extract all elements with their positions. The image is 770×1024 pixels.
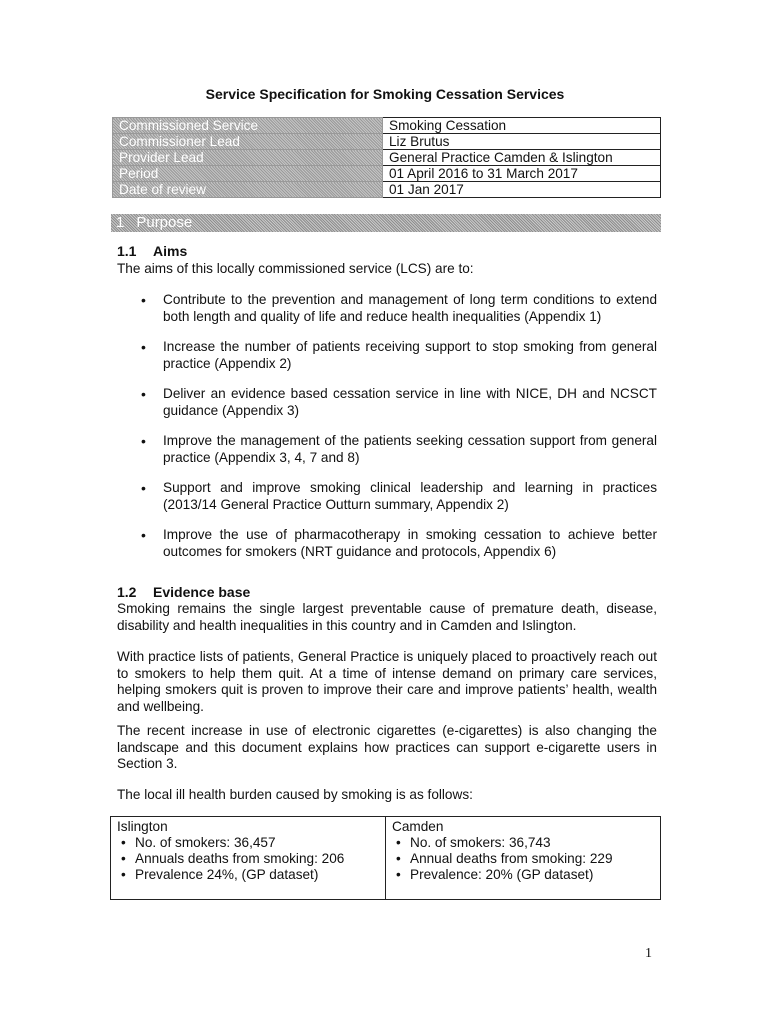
spec-label: Date of review	[113, 182, 383, 198]
spec-value: 01 April 2016 to 31 March 2017	[383, 166, 661, 182]
table-row	[111, 817, 661, 900]
spec-value: General Practice Camden & Islington	[383, 150, 661, 166]
camden-stats	[392, 835, 660, 883]
list-item: • Deliver an evidence based cessation service in line with NICE, DH and NCSCT guidance (Appendix 3)	[117, 386, 657, 419]
spec-value: 01 Jan 2017	[383, 182, 661, 198]
borough-name: Camden	[392, 819, 444, 834]
aims-intro: The aims of this locally commissioned service (LCS) are to:	[117, 261, 474, 276]
section-number: 1	[116, 214, 125, 231]
evidence-paragraph: The recent increase in use of electronic cigarettes (e-cigarettes) is also changing the landscape and this document explains how practices can support e-cigarette users in Section 3.	[117, 723, 657, 771]
table-row	[113, 166, 661, 182]
section-heading-purpose	[111, 214, 661, 232]
list-item: • Support and improve smoking clinical leadership and learning in practices (2013/14 General Practice Outturn summary, Appendix 2)	[117, 480, 657, 513]
list-item: • Improve the management of the patients seeking cessation support from general practice (Appendix 3, 4, 7 and 8)	[117, 433, 657, 466]
subsection-number: 1.2	[117, 584, 137, 600]
health-burden-table	[110, 816, 661, 900]
aims-list	[117, 292, 657, 574]
table-row	[113, 150, 661, 166]
document-title: Service Specification for Smoking Cessation Services	[205, 86, 565, 102]
list-item: • No. of smokers: 36,743	[392, 835, 660, 851]
section-title: Purpose	[136, 214, 193, 231]
spec-label: Period	[113, 166, 383, 182]
list-item: • Annuals deaths from smoking: 206	[117, 851, 385, 867]
spec-value: Smoking Cessation	[383, 118, 661, 134]
table-row	[113, 134, 661, 150]
islington-cell	[111, 817, 386, 900]
borough-name: Islington	[117, 819, 168, 834]
list-item: • Contribute to the prevention and management of long term conditions to extend both length and quality of life and reduce health inequalities (Appendix 1)	[117, 292, 657, 325]
evidence-paragraph: With practice lists of patients, General Practice is uniquely placed to proactively reach out to smokers to help them quit. At a time of intense demand on primary care services, helping smokers quit is proven to improve their care and improve patients’ health, wealth and wellbeing.	[117, 649, 657, 714]
table-row	[113, 182, 661, 198]
subsection-heading-evidence	[117, 584, 250, 600]
subsection-title: Evidence base	[153, 584, 251, 600]
list-item: • Improve the use of pharmacotherapy in smoking cessation to achieve better outcomes for smokers (NRT guidance and protocols, Appendix 6)	[117, 527, 657, 560]
list-item: • Increase the number of patients receiving support to stop smoking from general practice (Appendix 2)	[117, 339, 657, 372]
spec-label: Commissioner Lead	[113, 134, 383, 150]
page-number: 1	[645, 946, 652, 961]
evidence-paragraph: Smoking remains the single largest preventable cause of premature death, disease, disability and health inequalities in this country and in Camden and Islington.	[117, 601, 657, 633]
list-item: • No. of smokers: 36,457	[117, 835, 385, 851]
subsection-heading-aims	[117, 243, 187, 259]
spec-value: Liz Brutus	[383, 134, 661, 150]
spec-label: Commissioned Service	[113, 118, 383, 134]
spec-label: Provider Lead	[113, 150, 383, 166]
evidence-paragraph: The local ill health burden caused by smoking is as follows:	[117, 787, 473, 802]
camden-cell	[386, 817, 661, 900]
list-item: • Prevalence 24%, (GP dataset)	[117, 867, 385, 883]
subsection-title: Aims	[153, 243, 188, 259]
service-spec-table	[112, 117, 661, 198]
list-item: • Prevalence: 20% (GP dataset)	[392, 867, 660, 883]
table-row	[113, 118, 661, 134]
islington-stats	[117, 835, 385, 883]
list-item: • Annual deaths from smoking: 229	[392, 851, 660, 867]
subsection-number: 1.1	[117, 243, 137, 259]
